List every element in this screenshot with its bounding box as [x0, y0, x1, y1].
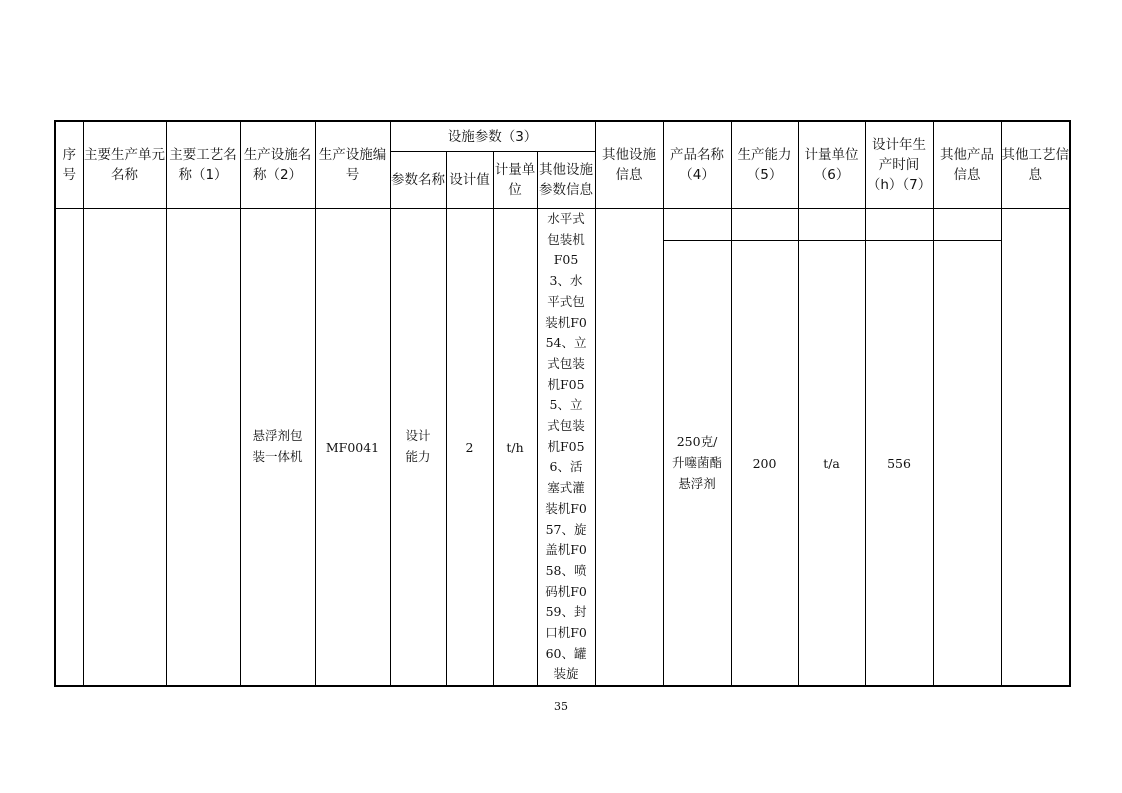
cell-product-name-top: [663, 209, 731, 241]
param-name-text: 设计能力: [405, 428, 431, 465]
header-capacity-unit: 计量单位（6）: [798, 121, 865, 209]
cell-design-value: 2: [446, 209, 493, 687]
cell-other-process-info: [1001, 209, 1070, 687]
cell-capacity-unit: t/a: [798, 241, 865, 686]
cell-process-name: [166, 209, 240, 687]
cell-capacity: 200: [731, 241, 798, 686]
cell-seq: [55, 209, 83, 687]
header-seq: 序号: [55, 121, 83, 209]
cell-design-hours-top: [865, 209, 933, 241]
cell-other-product-info: [933, 241, 1001, 686]
header-other-product-info: 其他产品信息: [933, 121, 1001, 209]
product-name-text: 250克/升噻菌酯悬浮剂: [672, 434, 723, 491]
header-design-hours: 设计年生产时间（h）（7）: [865, 121, 933, 209]
header-design-value: 设计值: [446, 152, 493, 209]
header-product-name: 产品名称（4）: [663, 121, 731, 209]
cell-design-hours: 556: [865, 241, 933, 686]
header-capacity: 生产能力（5）: [731, 121, 798, 209]
cell-param-name: [390, 209, 446, 687]
header-other-facility-info: 其他设施信息: [595, 121, 663, 209]
header-param-unit: 计量单位: [493, 152, 537, 209]
other-param-info-text: 水平式包装机F053、水平式包装机F054、立式包装机F055、立式包装机F056、活塞式灌装机F057、旋盖机F058、喷码机F059、封口机F060、罐装旋: [545, 211, 587, 682]
header-other-process-info: 其他工艺信息: [1001, 121, 1070, 209]
cell-unit-name: [83, 209, 166, 687]
page-number: 35: [554, 700, 568, 713]
header-unit-name: 主要生产单元名称: [83, 121, 166, 209]
cell-facility-code: MF0041: [315, 209, 390, 687]
header-facility-code: 生产设施编号: [315, 121, 390, 209]
header-process-name: 主要工艺名称（1）: [166, 121, 240, 209]
header-other-param-info: 其他设施参数信息: [537, 152, 595, 209]
cell-other-param-info: [537, 209, 595, 687]
header-facility-name: 生产设施名称（2）: [240, 121, 315, 209]
cell-capacity-unit-top: [798, 209, 865, 241]
facility-name-text: 悬浮剂包装一体机: [252, 428, 303, 465]
cell-capacity-top: [731, 209, 798, 241]
cell-other-facility-info: [595, 209, 663, 687]
facility-table: [54, 120, 1071, 687]
cell-param-unit: t/h: [493, 209, 537, 687]
header-params-group: 设施参数（3）: [390, 121, 595, 152]
cell-product-name: [663, 241, 731, 686]
header-param-name: 参数名称: [390, 152, 446, 209]
cell-facility-name: [240, 209, 315, 687]
cell-other-product-info-top: [933, 209, 1001, 241]
